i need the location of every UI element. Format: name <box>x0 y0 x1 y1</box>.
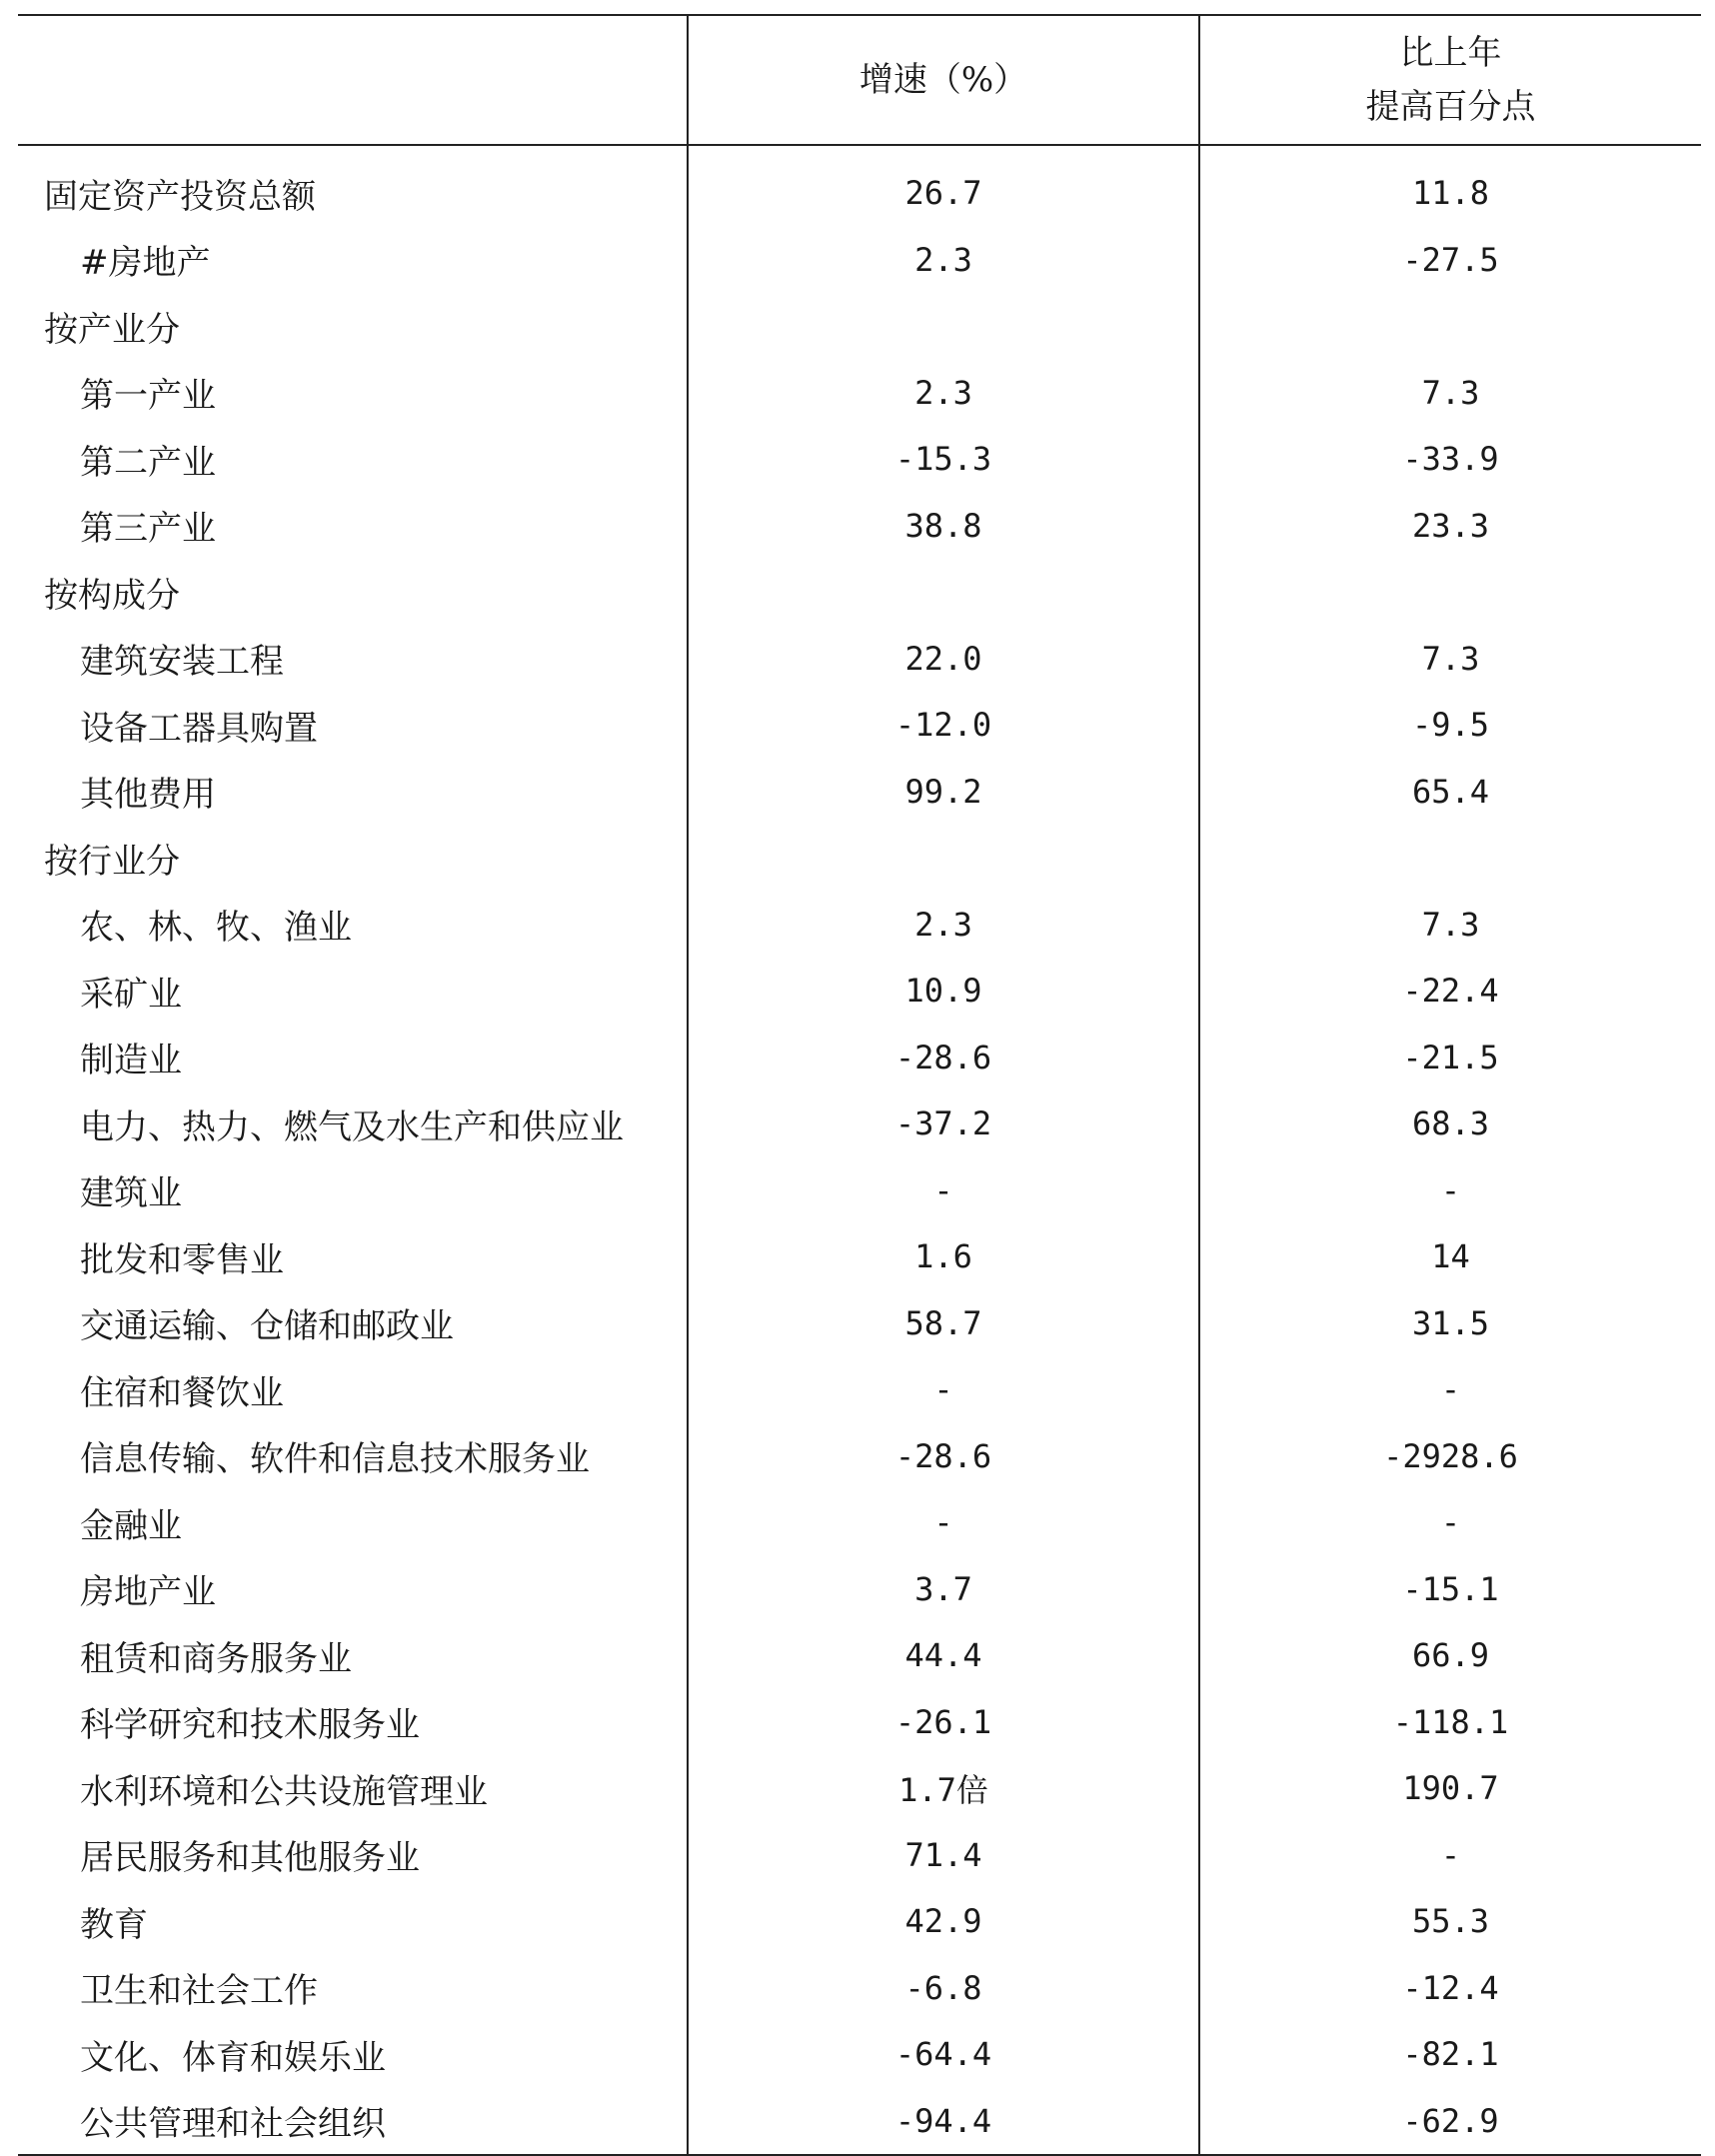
change-value: - <box>1199 1822 1701 1889</box>
row-label: 批发和零售业 <box>80 1239 284 1280</box>
change-value: 31.5 <box>1199 1290 1701 1357</box>
change-value: -118.1 <box>1199 1689 1701 1756</box>
change-value <box>1199 825 1701 892</box>
row-label: 住宿和餐饮业 <box>80 1372 284 1413</box>
growth-value: 38.8 <box>688 493 1199 560</box>
growth-value: 3.7 <box>688 1556 1199 1623</box>
table-row <box>18 559 1701 626</box>
change-value: - <box>1199 1489 1701 1556</box>
row-label: 金融业 <box>80 1505 182 1546</box>
change-value: 55.3 <box>1199 1888 1701 1955</box>
investment-table <box>18 14 1701 2156</box>
row-label: 建筑安装工程 <box>80 642 284 683</box>
growth-value: 22.0 <box>688 626 1199 693</box>
header-change <box>1199 15 1701 145</box>
row-label: 公共管理和社会组织 <box>18 2088 688 2156</box>
row-label: 文化、体育和娱乐业 <box>80 2037 386 2078</box>
growth-value <box>688 559 1199 626</box>
row-label: 第二产业 <box>80 442 216 483</box>
change-value: -21.5 <box>1199 1025 1701 1091</box>
row-label: 房地产业 <box>80 1572 216 1613</box>
row-label: 水利环境和公共设施管理业 <box>80 1771 488 1812</box>
growth-value: -26.1 <box>688 1689 1199 1756</box>
change-value: 7.3 <box>1199 626 1701 693</box>
change-value: 14 <box>1199 1223 1701 1290</box>
table-row <box>18 825 1701 892</box>
row-label: 其他费用 <box>80 775 216 816</box>
table-row <box>18 1755 1701 1822</box>
row-label: 固定资产投资总额 <box>44 176 316 217</box>
growth-value: -28.6 <box>688 1025 1199 1091</box>
table-row <box>18 1290 1701 1357</box>
table-row <box>18 426 1701 493</box>
table-row <box>18 759 1701 826</box>
table-row <box>18 293 1701 360</box>
growth-value: 1.7倍 <box>688 1755 1199 1822</box>
growth-value: -64.4 <box>688 2021 1199 2088</box>
growth-value: 2.3 <box>688 227 1199 294</box>
growth-value: 2.3 <box>688 360 1199 427</box>
table-row <box>18 145 1701 227</box>
change-value: 7.3 <box>1199 892 1701 959</box>
growth-value: -28.6 <box>688 1423 1199 1490</box>
change-value: -15.1 <box>1199 1556 1701 1623</box>
growth-value: 26.7 <box>688 145 1199 227</box>
change-value: -12.4 <box>1199 1955 1701 2022</box>
growth-value: 99.2 <box>688 759 1199 826</box>
growth-value: 58.7 <box>688 1290 1199 1357</box>
table-row <box>18 1822 1701 1889</box>
change-value: 7.3 <box>1199 360 1701 427</box>
change-value: -9.5 <box>1199 692 1701 759</box>
table-row <box>18 1622 1701 1689</box>
header-change-line1: 比上年 <box>1399 33 1502 73</box>
growth-value <box>688 825 1199 892</box>
table-row <box>18 1223 1701 1290</box>
table-row <box>18 892 1701 959</box>
row-label: #房地产 <box>80 243 211 284</box>
change-value: 11.8 <box>1199 145 1701 227</box>
growth-value: 44.4 <box>688 1622 1199 1689</box>
row-label: 教育 <box>80 1904 148 1945</box>
growth-value: - <box>688 1157 1199 1224</box>
change-value <box>1199 559 1701 626</box>
growth-value: -15.3 <box>688 426 1199 493</box>
row-label: 按构成分 <box>44 575 180 616</box>
header-change-line2: 提高百分点 <box>1365 87 1536 127</box>
growth-value: 42.9 <box>688 1888 1199 1955</box>
change-value: -2928.6 <box>1199 1423 1701 1490</box>
row-label: 制造业 <box>80 1041 182 1081</box>
growth-value: -37.2 <box>688 1090 1199 1157</box>
row-label: 第三产业 <box>80 509 216 550</box>
growth-value: - <box>688 1489 1199 1556</box>
growth-value: -6.8 <box>688 1955 1199 2022</box>
row-label: 按产业分 <box>44 309 180 350</box>
change-value: 190.7 <box>1199 1755 1701 1822</box>
row-label: 科学研究和技术服务业 <box>80 1705 420 1746</box>
change-value: -82.1 <box>1199 2021 1701 2088</box>
change-value: 66.9 <box>1199 1622 1701 1689</box>
change-value: 68.3 <box>1199 1090 1701 1157</box>
table-row <box>18 1423 1701 1490</box>
table-row <box>18 692 1701 759</box>
row-label: 第一产业 <box>80 376 216 417</box>
growth-value: 2.3 <box>688 892 1199 959</box>
table-row <box>18 2021 1701 2088</box>
growth-value: 10.9 <box>688 958 1199 1025</box>
table-row <box>18 1955 1701 2022</box>
row-label: 建筑业 <box>80 1173 182 1214</box>
row-label: 信息传输、软件和信息技术服务业 <box>80 1439 590 1480</box>
header-growth: 增速（%） <box>688 15 1199 145</box>
table-row <box>18 1489 1701 1556</box>
row-label: 居民服务和其他服务业 <box>80 1838 420 1879</box>
table-row <box>18 360 1701 427</box>
row-label: 租赁和商务服务业 <box>80 1638 352 1679</box>
table-row <box>18 1888 1701 1955</box>
table-row <box>18 1157 1701 1224</box>
table-body <box>18 145 1701 2155</box>
table-row <box>18 1556 1701 1623</box>
change-value: - <box>1199 1157 1701 1224</box>
header-blank-cell <box>18 15 688 145</box>
table-row <box>18 1356 1701 1423</box>
change-value: -27.5 <box>1199 227 1701 294</box>
change-value: -33.9 <box>1199 426 1701 493</box>
growth-value: 1.6 <box>688 1223 1199 1290</box>
table-row <box>18 493 1701 560</box>
growth-value: -94.4 <box>688 2088 1199 2156</box>
growth-value: -12.0 <box>688 692 1199 759</box>
change-value: -22.4 <box>1199 958 1701 1025</box>
table-row <box>18 1025 1701 1091</box>
change-value: -62.9 <box>1199 2088 1701 2156</box>
row-label: 交通运输、仓储和邮政业 <box>80 1306 454 1347</box>
row-label: 设备工器具购置 <box>80 708 318 749</box>
table-row <box>18 227 1701 294</box>
change-value: 65.4 <box>1199 759 1701 826</box>
table-row <box>18 626 1701 693</box>
table-row <box>18 958 1701 1025</box>
growth-value: - <box>688 1356 1199 1423</box>
change-value: 23.3 <box>1199 493 1701 560</box>
table-row <box>18 1090 1701 1157</box>
row-label: 按行业分 <box>44 841 180 882</box>
row-label: 卫生和社会工作 <box>80 1971 318 2012</box>
growth-value <box>688 293 1199 360</box>
change-value <box>1199 293 1701 360</box>
table-header-row <box>18 15 1701 145</box>
table-row <box>18 1689 1701 1756</box>
table-row <box>18 2088 1701 2156</box>
growth-value: 71.4 <box>688 1822 1199 1889</box>
row-label: 电力、热力、燃气及水生产和供应业 <box>80 1106 624 1147</box>
change-value: - <box>1199 1356 1701 1423</box>
row-label: 农、林、牧、渔业 <box>80 908 352 949</box>
row-label: 采矿业 <box>80 974 182 1015</box>
